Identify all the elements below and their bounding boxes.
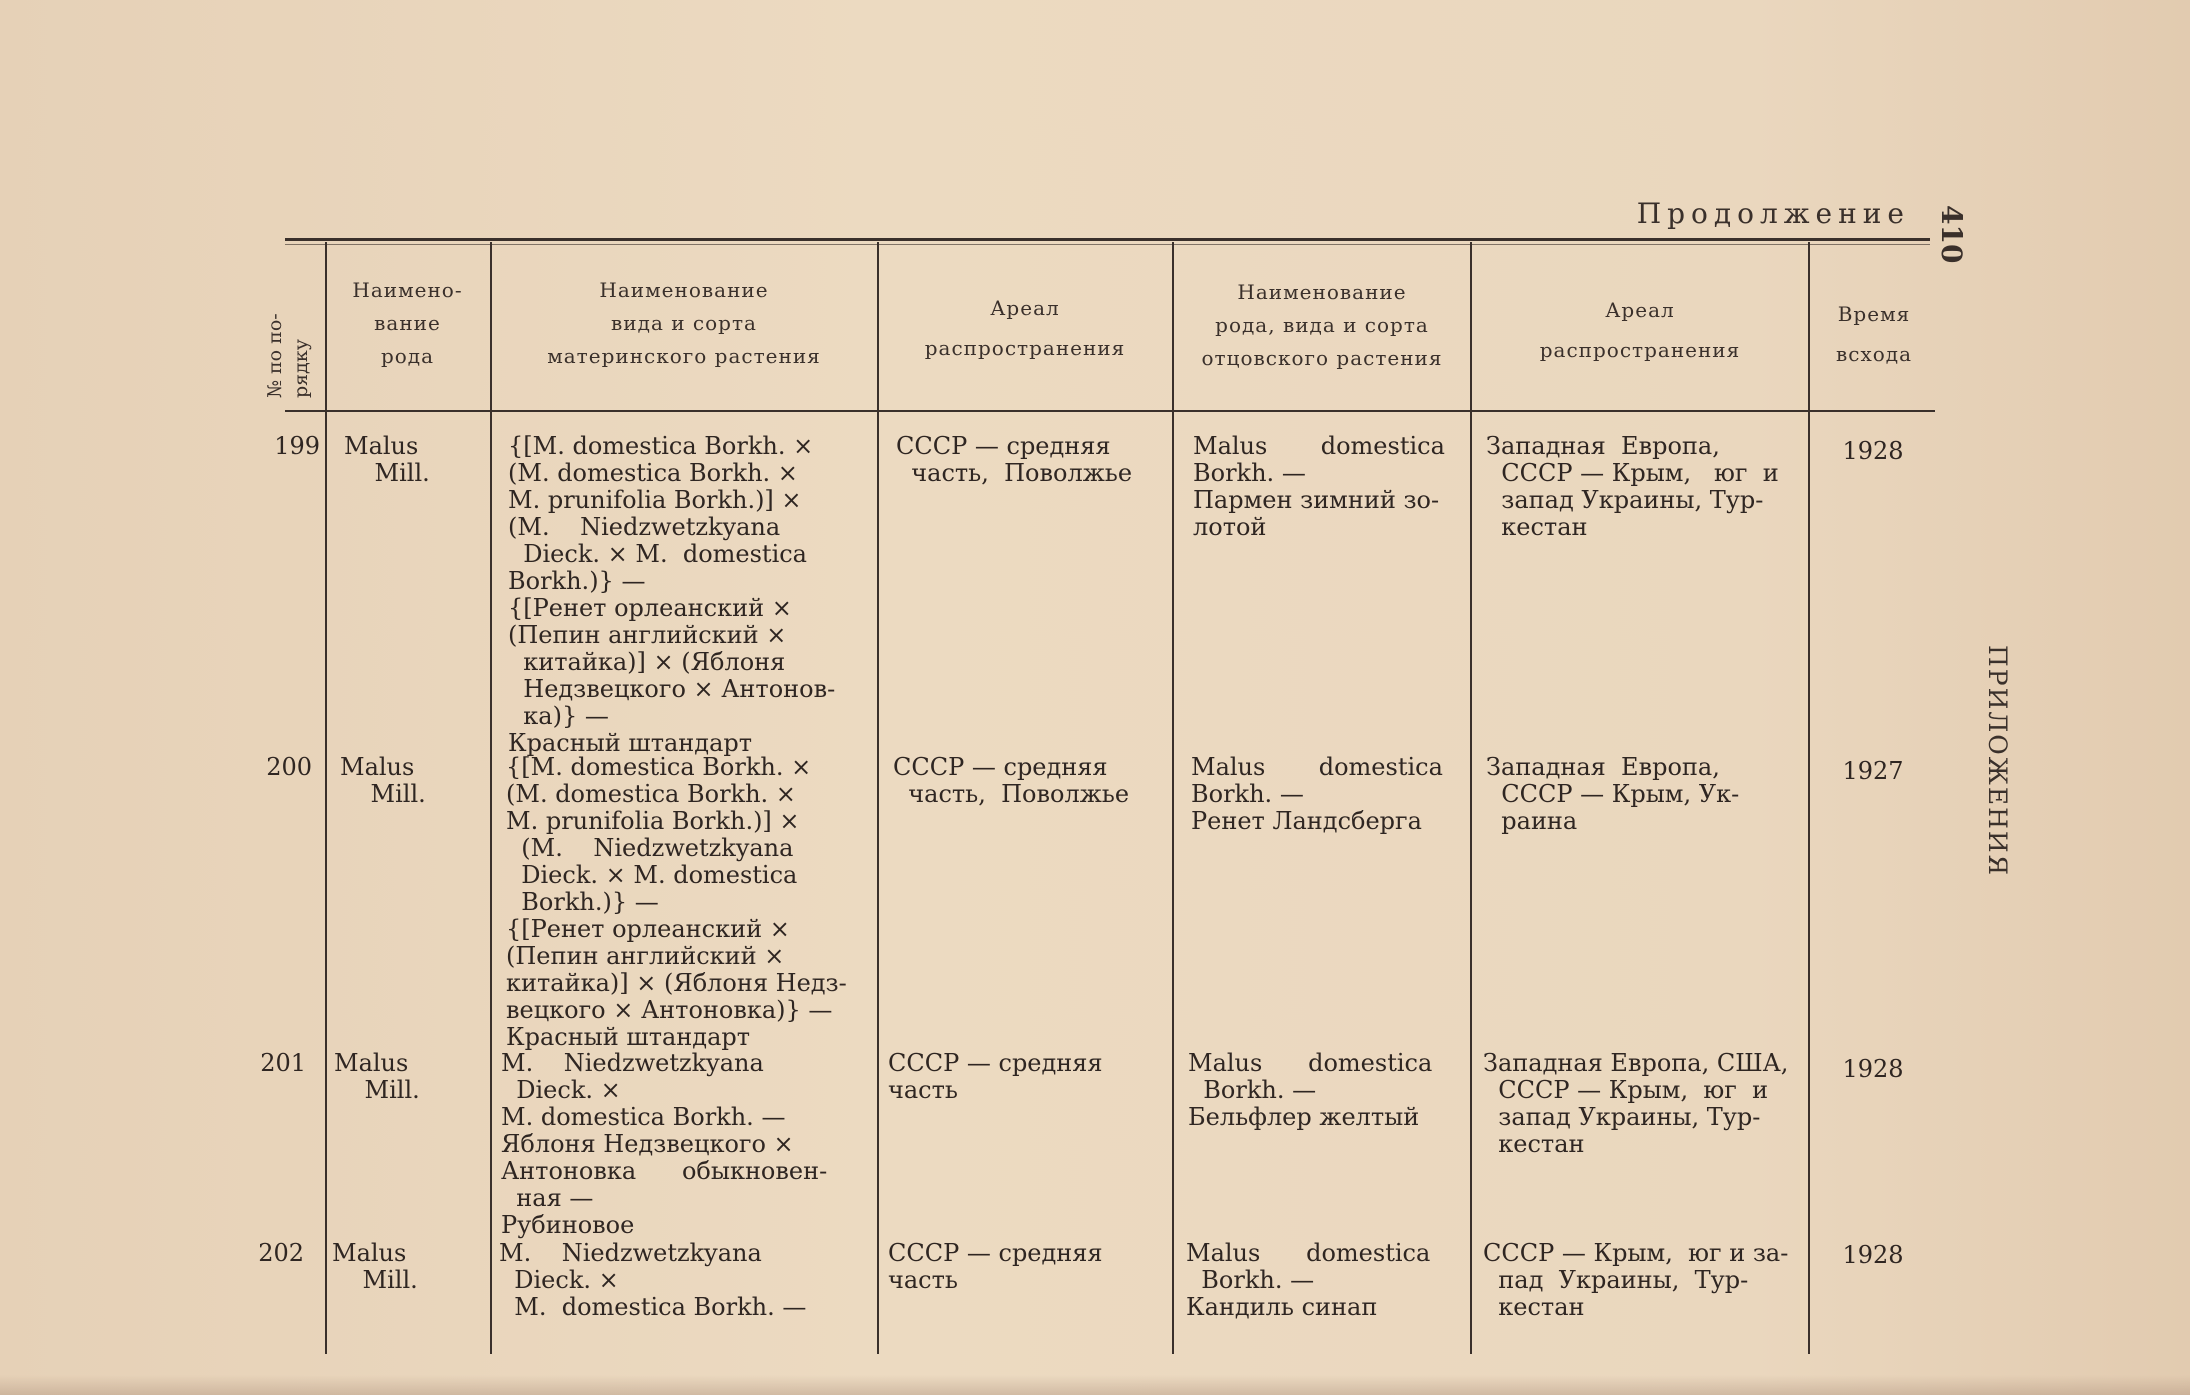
header-father: Наименование рода, вида и сорта отцовского растения: [1201, 280, 1443, 370]
column-divider-4: [1172, 242, 1174, 1354]
column-divider-6: [1808, 242, 1810, 1354]
row-200-father-area: Западная Европа, СССР — Крым, Ук- раина: [1486, 753, 1740, 835]
header-number: № по по- рядку: [264, 313, 312, 398]
row-202-mother-area: СССР — средняя часть: [888, 1239, 1103, 1294]
row-201-genus: Malus Mill.: [334, 1049, 420, 1104]
header-father-area: Ареал распространения: [1539, 298, 1741, 362]
row-202-father-area: СССР — Крым, юг и за- пад Украины, Тур- кестан: [1483, 1239, 1789, 1321]
row-201-mother: M. Niedzwetzkyana Dieck. × M. domestica Borkh. — Яблоня Недзвецкого × Антоновка обыкновен- ная — Рубиновое: [501, 1049, 828, 1239]
column-divider-1: [325, 242, 327, 1354]
column-divider-3: [877, 242, 879, 1354]
row-202-father: Malus domestica Borkh. — Кандиль синап: [1186, 1239, 1431, 1321]
row-199-genus: Malus Mill.: [344, 432, 430, 487]
header-mother-area: Ареал распространения: [924, 296, 1126, 360]
row-201-number: 201: [260, 1049, 306, 1077]
row-201-father: Malus domestica Borkh. — Бельфлер желтый: [1188, 1049, 1433, 1131]
row-201-time: 1928: [1842, 1055, 1904, 1083]
row-202-genus: Malus Mill.: [332, 1239, 418, 1294]
column-divider-2: [490, 242, 492, 1354]
row-200-father: Malus domestica Borkh. — Ренет Ландсберга: [1191, 753, 1443, 835]
row-200-time: 1927: [1842, 757, 1904, 785]
section-side-title: ПРИЛОЖЕНИЯ: [1983, 645, 2012, 877]
row-200-mother: {[M. domestica Borkh. × (M. domestica Borkh. × M. prunifolia Borkh.)] × (M. Niedzwetzkyana Dieck. × M. domestica Borkh.)} — {[Ренет орлеанский × (Пепин английский × китайка)] × (Яблоня Недз- вецкого × Антоновка)} — Красный штандарт: [506, 753, 847, 1051]
row-199-number: 199: [274, 432, 320, 460]
page-number: 410: [1935, 205, 1968, 264]
row-202-number: 202: [258, 1239, 304, 1267]
row-200-number: 200: [266, 753, 312, 781]
row-199-father-area: Западная Европа, СССР — Крым, юг и запад Украины, Тур- кестан: [1486, 432, 1779, 541]
column-divider-5: [1470, 242, 1472, 1354]
row-202-time: 1928: [1842, 1241, 1904, 1269]
row-201-mother-area: СССР — средняя часть: [888, 1049, 1103, 1104]
table-top-rule-inner: [285, 244, 1930, 245]
row-199-mother: {[M. domestica Borkh. × (M. domestica Borkh. × M. prunifolia Borkh.)] × (M. Niedzwetzkyana Dieck. × M. domestica Borkh.)} — {[Ренет орлеанский × (Пепин английский × китайка)] × (Яблоня Недзвецкого × Антонов- ка)} — Красный штандарт: [508, 432, 836, 757]
row-202-mother: M. Niedzwetzkyana Dieck. × M. domestica Borkh. —: [499, 1239, 807, 1321]
row-200-mother-area: СССР — средняя часть, Поволжье: [893, 753, 1130, 808]
page-edge-shadow: [0, 1375, 2190, 1395]
row-199-time: 1928: [1842, 437, 1904, 465]
row-201-father-area: Западная Европа, США, СССР — Крым, юг и запад Украины, Тур- кестан: [1483, 1049, 1789, 1158]
header-mother: Наименование вида и сорта материнского растения: [547, 278, 821, 368]
row-200-genus: Malus Mill.: [340, 753, 426, 808]
header-time: Время всхода: [1835, 302, 1913, 366]
header-bottom-rule: [285, 410, 1935, 412]
header-genus: Наимено- вание рода: [352, 278, 463, 368]
continuation-label: Продолжение: [1636, 197, 1910, 230]
row-199-father: Malus domestica Borkh. — Пармен зимний зо- лотой: [1193, 432, 1445, 541]
table-top-rule: [285, 238, 1930, 241]
row-199-mother-area: СССР — средняя часть, Поволжье: [896, 432, 1133, 487]
